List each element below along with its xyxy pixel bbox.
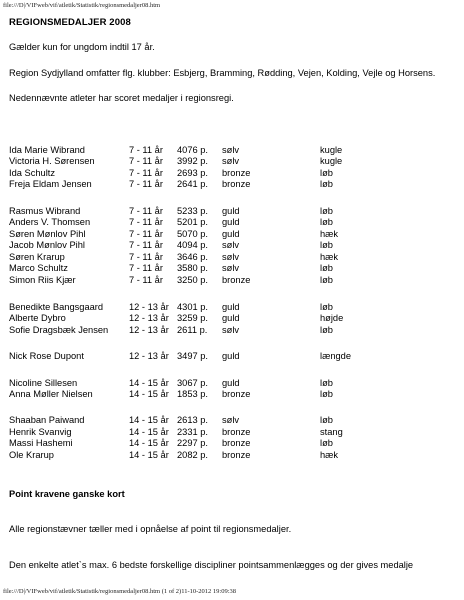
points-value: 2693 p. [177,168,209,178]
athlete-name: Henrik Svanvig [9,427,72,437]
discipline: løb [320,263,333,273]
medal-type: guld [222,313,240,323]
medal-type: guld [222,217,240,227]
medal-type: sølv [222,240,240,250]
points-value: 4094 p. [177,240,209,250]
medal-type: bronze [222,438,251,448]
table-row [0,179,464,190]
medal-type: bronze [222,168,251,178]
table-row [0,217,464,228]
discipline: løb [320,217,333,227]
discipline: hæk [320,229,339,239]
points-value: 2641 p. [177,179,209,189]
athlete-name: Marco Schultz [9,263,68,273]
athlete-name: Søren Mønlov Pihl [9,229,86,239]
discipline: løb [320,378,333,388]
discipline: løb [320,325,333,335]
age-group: 12 - 13 år [129,302,169,312]
medal-type: guld [222,351,240,361]
section-heading: Point kravene ganske kort [9,489,125,499]
medal-type: bronze [222,179,251,189]
points-value: 2611 p. [177,325,208,335]
table-row [0,240,464,251]
medal-type: sølv [222,415,240,425]
table-row [0,206,464,217]
athlete-name: Shaaban Paiwand [9,415,85,425]
athlete-name: Ole Krarup [9,450,54,460]
intro-region-clubs: Region Sydjylland omfatter flg. klubber: Esbjerg, Bramming, Rødding, Vejen, Kolding, Vejle og Horsens. [9,68,436,78]
age-group: 12 - 13 år [129,325,169,335]
points-value: 2082 p. [177,450,209,460]
table-row [0,168,464,179]
age-group: 7 - 11 år [129,145,163,155]
age-group: 7 - 11 år [129,252,163,262]
age-group: 7 - 11 år [129,168,163,178]
medal-type: guld [222,206,240,216]
athlete-name: Benedikte Bangsgaard [9,302,104,312]
points-value: 4076 p. [177,145,209,155]
medal-type: bronze [222,275,251,285]
medal-type: sølv [222,263,240,273]
athlete-name: Ida Schultz [9,168,55,178]
medal-type: bronze [222,389,251,399]
discipline: løb [320,302,333,312]
page-title: REGIONSMEDALJER 2008 [9,17,131,28]
age-group: 7 - 11 år [129,229,163,239]
discipline: løb [320,179,333,189]
athlete-name: Rasmus Wibrand [9,206,81,216]
table-row [0,325,464,336]
discipline: kugle [320,156,343,166]
athlete-name: Victoria H. Sørensen [9,156,95,166]
medal-type: sølv [222,156,240,166]
age-group: 12 - 13 år [129,313,169,323]
table-row [0,313,464,324]
age-group: 14 - 15 år [129,427,169,437]
points-value: 3067 p. [177,378,209,388]
table-row [0,275,464,286]
points-value: 5070 p. [177,229,209,239]
print-header-path: file:///D|/VIFweb/vif/atletik/Statistik/regionsmedaljer08.htm [3,2,161,9]
age-group: 14 - 15 år [129,438,169,448]
athlete-name: Anna Møller Nielsen [9,389,93,399]
table-row [0,351,464,362]
points-value: 3250 p. [177,275,209,285]
medal-type: sølv [222,145,240,155]
table-row [0,450,464,461]
discipline: hæk [320,252,339,262]
table-row [0,378,464,389]
points-value: 2613 p. [177,415,209,425]
medal-type: sølv [222,252,240,262]
intro-medal-note: Nedennævnte atleter har scoret medaljer i regionsregi. [9,93,234,103]
rule-all-events: Alle regionstævner tæller med i opnåelse af point til regionsmedaljer. [9,524,292,534]
table-row [0,438,464,449]
table-row [0,415,464,426]
age-group: 14 - 15 år [129,378,169,388]
athlete-name: Søren Krarup [9,252,65,262]
table-row [0,252,464,263]
points-value: 2297 p. [177,438,209,448]
age-group: 14 - 15 år [129,415,169,425]
points-value: 3497 p. [177,351,209,361]
discipline: løb [320,275,333,285]
discipline: løb [320,240,333,250]
age-group: 7 - 11 år [129,217,163,227]
table-row [0,229,464,240]
rule-best-six: Den enkelte atlet`s max. 6 bedste forskellige discipliner pointsammenlægges og der gives medalje [9,560,414,570]
table-row [0,263,464,274]
age-group: 7 - 11 år [129,275,163,285]
points-value: 4301 p. [177,302,209,312]
medal-type: guld [222,229,240,239]
discipline: hæk [320,450,339,460]
age-group: 14 - 15 år [129,450,169,460]
points-value: 5201 p. [177,217,209,227]
athlete-name: Ida Marie Wibrand [9,145,85,155]
age-group: 7 - 11 år [129,240,163,250]
discipline: kugle [320,145,343,155]
athlete-name: Nick Rose Dupont [9,351,84,361]
points-value: 3646 p. [177,252,209,262]
medal-type: bronze [222,427,251,437]
age-group: 12 - 13 år [129,351,169,361]
points-value: 5233 p. [177,206,209,216]
discipline: løb [320,206,333,216]
medal-type: bronze [222,450,251,460]
athlete-name: Alberte Dybro [9,313,66,323]
age-group: 14 - 15 år [129,389,169,399]
points-value: 1853 p. [177,389,209,399]
athlete-name: Simon Riis Kjær [9,275,76,285]
table-row [0,145,464,156]
athlete-name: Nicoline Sillesen [9,378,78,388]
discipline: højde [320,313,344,323]
points-value: 3259 p. [177,313,209,323]
discipline: løb [320,415,333,425]
discipline: løb [320,438,333,448]
discipline: stang [320,427,343,437]
points-value: 2331 p. [177,427,209,437]
discipline: løb [320,168,333,178]
points-value: 3992 p. [177,156,209,166]
points-value: 3580 p. [177,263,209,273]
intro-age-limit: Gælder kun for ungdom indtil 17 år. [9,42,155,52]
age-group: 7 - 11 år [129,263,163,273]
print-footer: file:///D|/VIFweb/vif/atletik/Statistik/regionsmedaljer08.htm (1 of 2)11-10-2012 19:09:38 [3,588,237,595]
medal-type: guld [222,378,240,388]
discipline: løb [320,389,333,399]
table-row [0,302,464,313]
age-group: 7 - 11 år [129,179,163,189]
table-row [0,156,464,167]
discipline: længde [320,351,352,361]
athlete-name: Freja Eldam Jensen [9,179,92,189]
table-row [0,389,464,400]
athlete-name: Sofie Dragsbæk Jensen [9,325,109,335]
medal-type: guld [222,302,240,312]
athlete-name: Jacob Mønlov Pihl [9,240,85,250]
age-group: 7 - 11 år [129,206,163,216]
age-group: 7 - 11 år [129,156,163,166]
athlete-name: Anders V. Thomsen [9,217,91,227]
table-row [0,427,464,438]
medal-type: sølv [222,325,240,335]
athlete-name: Massi Hashemi [9,438,73,448]
